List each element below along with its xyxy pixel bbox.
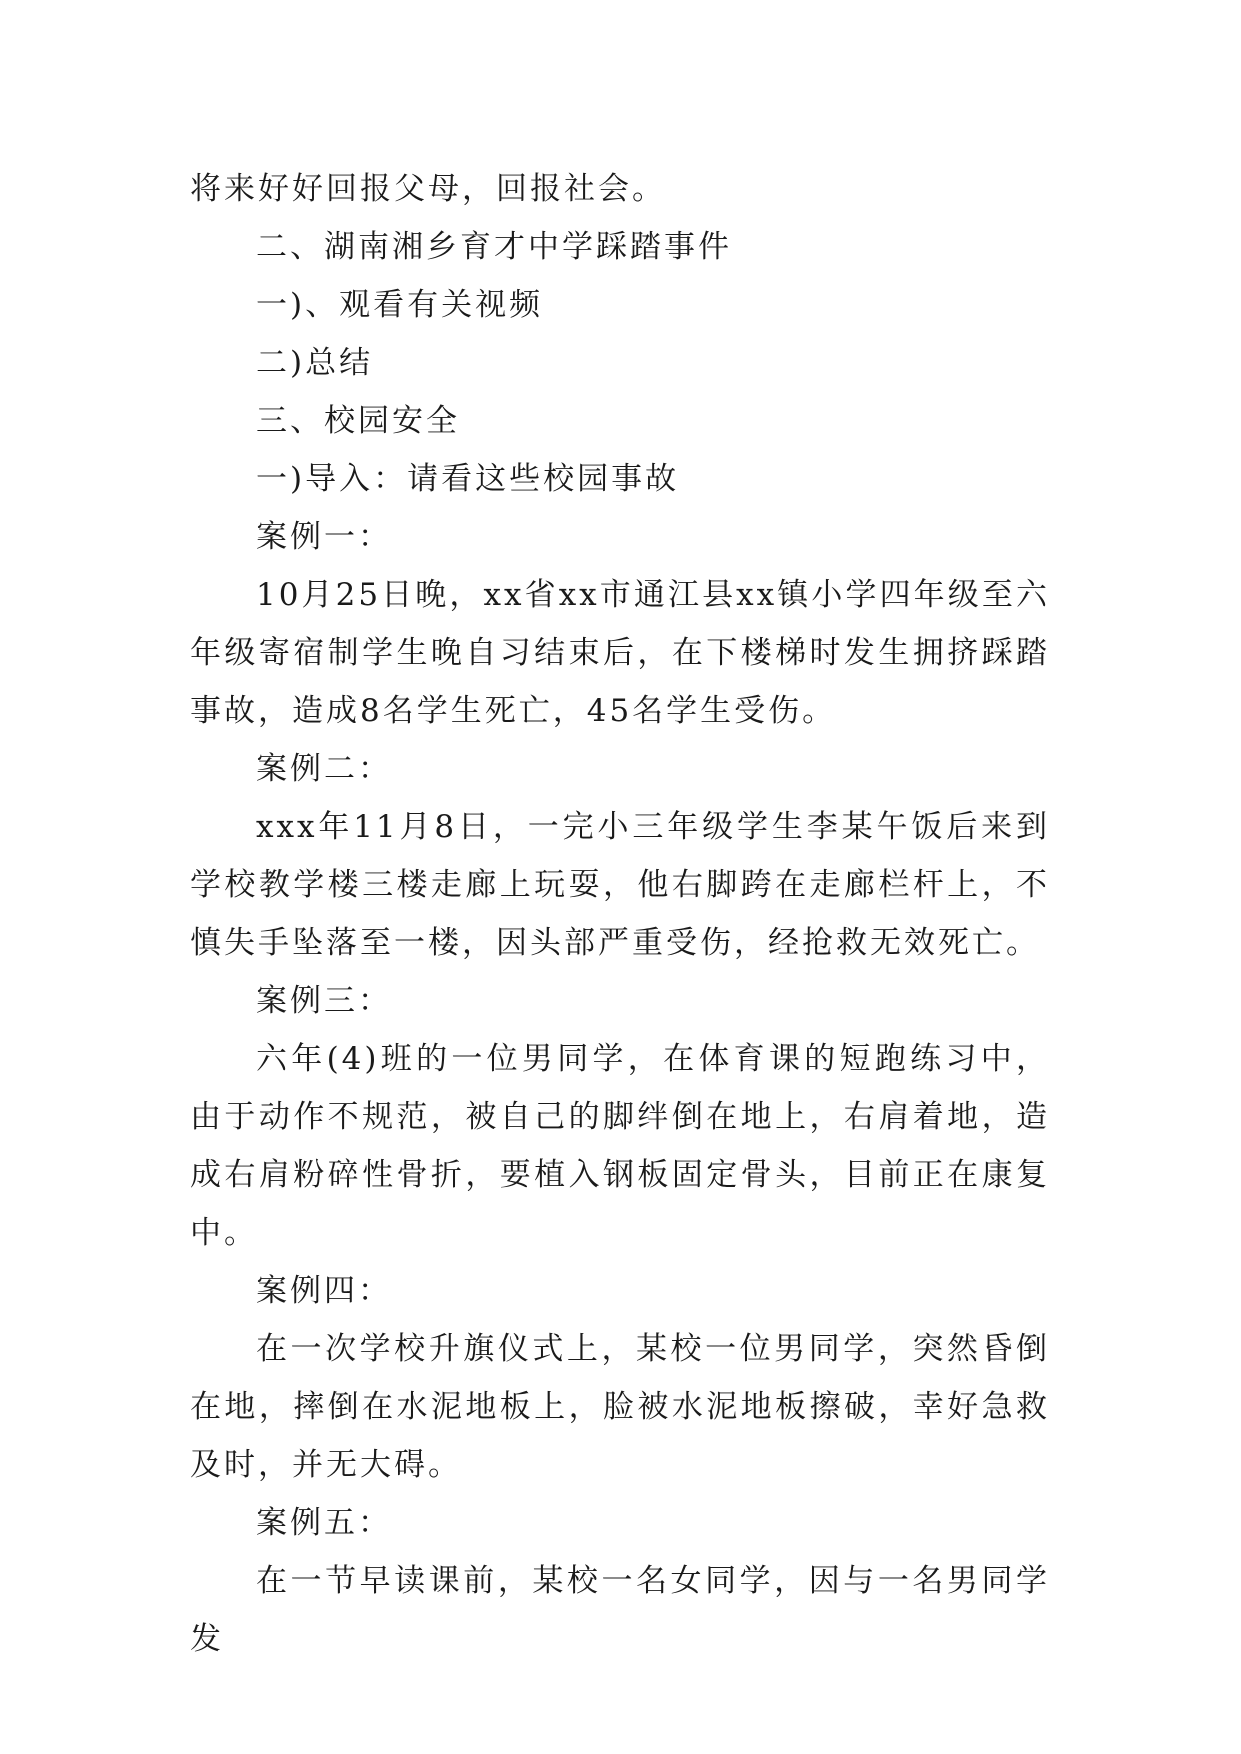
subheading-summary: 二)总结 [256, 345, 374, 381]
case-2-body: xxx年11月8日，一完小三年级学生李某午饭后来到学校教学楼三楼走廊上玩耍，他右脚跨在走廊栏杆上，不慎失手坠落至一楼，因头部严重受伤，经抢救无效死亡。 [190, 809, 1050, 961]
document-body [190, 160, 1050, 1668]
case-3-body: 六年(4)班的一位男同学，在体育课的短跑练习中，由于动作不规范，被自己的脚绊倒在地上，右肩着地，造成右肩粉碎性骨折，要植入钢板固定骨头，目前正在康复中。 [190, 1041, 1050, 1251]
case-1-body: 10月25日晚，xx省xx市通江县xx镇小学四年级至六年级寄宿制学生晚自习结束后，在下楼梯时发生拥挤踩踏事故，造成8名学生死亡，45名学生受伤。 [190, 577, 1050, 729]
case-3-heading: 案例三： [256, 983, 392, 1019]
section-heading-2: 二、湖南湘乡育才中学踩踏事件 [256, 229, 732, 265]
subheading-watch-video: 一)、观看有关视频 [256, 287, 544, 323]
case-4-body: 在一次学校升旗仪式上，某校一位男同学，突然昏倒在地，摔倒在水泥地板上，脸被水泥地板擦破，幸好急救及时，并无大碍。 [190, 1331, 1050, 1483]
case-5-body: 在一节早读课前，某校一名女同学，因与一名男同学发 [190, 1563, 1050, 1657]
paragraph-continuation: 将来好好回报父母，回报社会。 [190, 171, 666, 207]
subheading-intro: 一)导入：请看这些校园事故 [256, 461, 680, 497]
case-1-heading: 案例一： [256, 519, 392, 555]
case-2-heading: 案例二： [256, 751, 392, 787]
section-heading-3: 三、校园安全 [256, 403, 460, 439]
case-4-heading: 案例四： [256, 1273, 392, 1309]
case-5-heading: 案例五： [256, 1505, 392, 1541]
